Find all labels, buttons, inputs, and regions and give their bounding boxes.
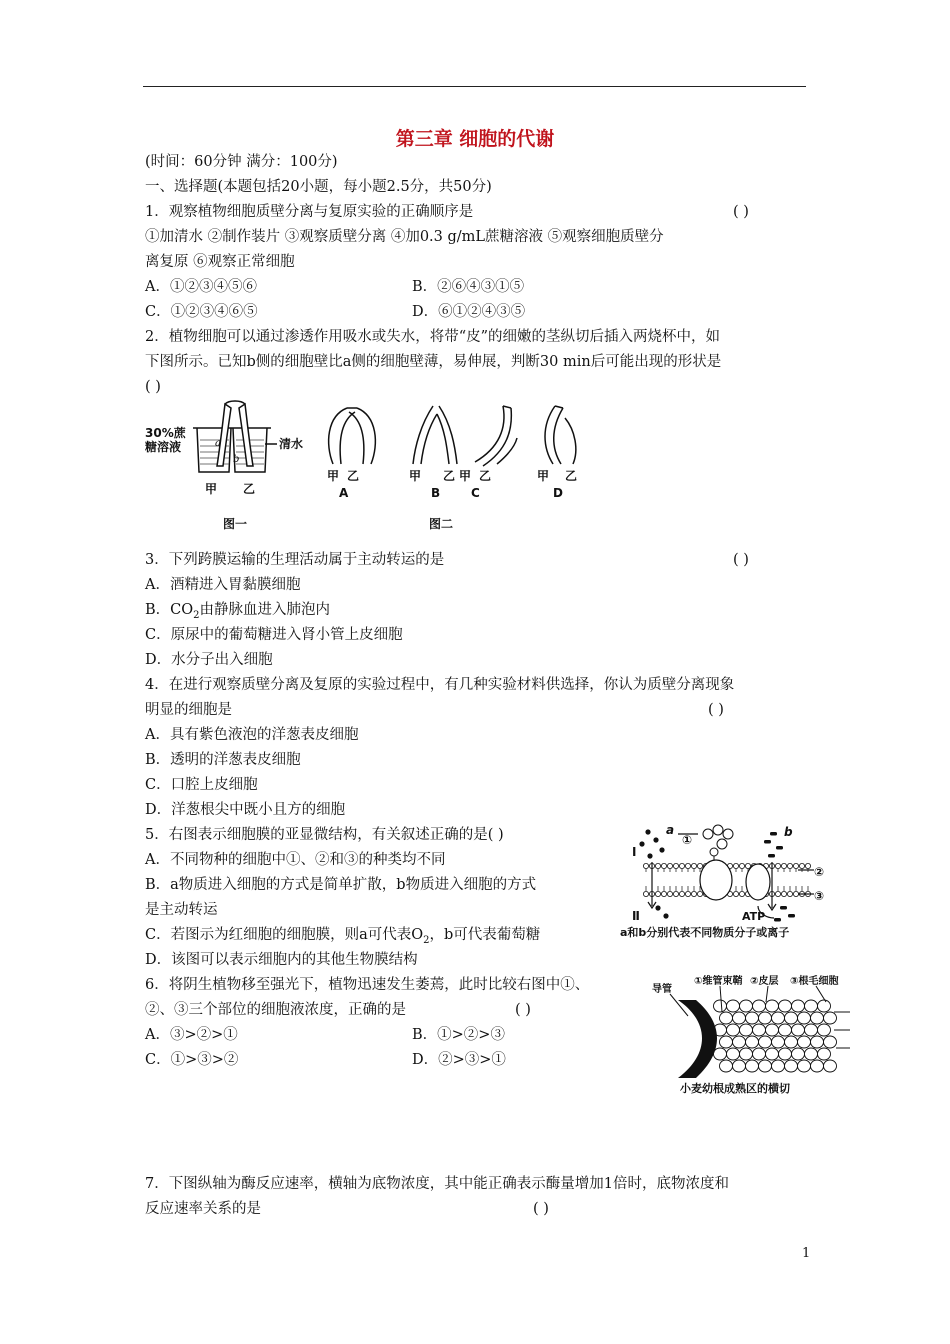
- q2-line3: ( ): [145, 379, 161, 395]
- q5-label-1: ①: [682, 833, 693, 847]
- q3-option-a: A．酒精进入胃黏膜细胞: [145, 577, 301, 593]
- fig2-d-yi: 乙: [565, 469, 578, 483]
- fig2-label-a: A: [339, 486, 349, 500]
- q5-caption: a和b分别代表不同物质分子或离子: [620, 926, 790, 939]
- fig1-caption: 图一: [223, 517, 248, 531]
- q6-label-3: ③根毛细胞: [790, 976, 839, 987]
- q7-line1: 7．下图纵轴为酶反应速率，横轴为底物浓度，其中能正确表示酶量增加1倍时，底物浓度和: [145, 1176, 729, 1192]
- q6-option-a: A．③>②>①: [145, 1027, 238, 1043]
- fig2-label-d: D: [553, 486, 563, 500]
- q6-label-vessel: 导管: [652, 984, 672, 995]
- q6-option-c: C．①>③>②: [145, 1052, 239, 1068]
- q2-figure: [143, 400, 603, 536]
- q6-cells: [714, 1000, 837, 1072]
- q1-steps-line2: 离复原 ⑥观察正常细胞: [145, 254, 295, 270]
- q4-option-b: B．透明的洋葱表皮细胞: [145, 752, 301, 768]
- q4-option-c: C．口腔上皮细胞: [145, 777, 258, 793]
- q5-side-2: Ⅱ: [632, 909, 640, 923]
- fig1-solution-label-2: 糖溶液: [145, 440, 182, 454]
- page-title: 第三章 细胞的代谢: [395, 128, 555, 150]
- q6-caption: 小麦幼根成熟区的横切: [680, 1082, 790, 1095]
- fig2-caption: 图二: [429, 517, 454, 531]
- q5-label-atp: ATP: [742, 910, 766, 923]
- q3-option-b: B．$CO_2$由静脉血进入肺泡内: [145, 602, 331, 621]
- section-heading: 一、选择题(本题包括20小题，每小题2.5分，共50分): [145, 179, 492, 195]
- q5-label-a: a: [666, 823, 675, 837]
- q6-option-d: D．②>③>①: [412, 1052, 506, 1068]
- q5-side-1: Ⅰ: [632, 845, 637, 859]
- fig2-c-yi: 乙: [479, 469, 492, 483]
- fig2-a-jia: 甲: [327, 469, 340, 483]
- fig2-a-yi: 乙: [347, 469, 360, 483]
- fig1-yi: 乙: [243, 482, 256, 496]
- fig2-c-jia: 甲: [459, 469, 472, 483]
- q5-label-3: ③: [814, 889, 825, 903]
- q6-line2: ②、③三个部位的细胞液浓度，正确的是: [145, 1002, 406, 1018]
- q3-option-d: D．水分子出入细胞: [145, 652, 273, 668]
- q1-option-b: B．②⑥④③①⑤: [412, 279, 525, 295]
- q1-answer-bracket: ( ): [733, 204, 749, 220]
- q2-line1: 2．植物细胞可以通过渗透作用吸水或失水，将带“皮”的细嫩的茎纵切后插入两烧杯中，如: [145, 329, 721, 345]
- q5-option-b-line1: B．a物质进入细胞的方式是简单扩散，b物质进入细胞的方式: [145, 877, 537, 893]
- fig2-d-jia: 甲: [537, 469, 550, 483]
- q6-line1: 6．将阴生植物移至强光下，植物迅速发生萎蔫，此时比较右图中①、: [145, 977, 590, 993]
- q5-membrane-figure: [618, 822, 840, 942]
- q1-option-d: D．⑥①②④③⑤: [412, 304, 526, 320]
- q5-option-b-line2: 是主动转运: [145, 902, 218, 918]
- q1-steps-line1: ①加清水 ②制作装片 ③观察质壁分离 ④加0.3 g/mL蔗糖溶液 ⑤观察细胞质壁分: [145, 229, 664, 245]
- fig1-label-a: a: [215, 438, 221, 449]
- q4-option-a: A．具有紫色液泡的洋葱表皮细胞: [145, 727, 359, 743]
- q5-label-b: b: [784, 825, 793, 839]
- q5-glycocalyx: [703, 825, 733, 856]
- fig2-label-c: C: [471, 486, 480, 500]
- q5-option-d: D．该图可以表示细胞内的其他生物膜结构: [145, 952, 418, 968]
- fig2-label-b: B: [431, 486, 441, 500]
- page-number: 1: [802, 1246, 811, 1261]
- q1-option-a: A．①②③④⑤⑥: [145, 279, 257, 295]
- q4-answer-bracket: ( ): [708, 702, 724, 718]
- q6-answer-bracket: ( ): [515, 1002, 531, 1018]
- q2-line2: 下图所示。已知b侧的细胞壁比a侧的细胞壁薄，易伸展，判断30 min后可能出现的形状是: [145, 354, 722, 370]
- q5-option-a: A．不同物种的细胞中①、②和③的种类均不同: [145, 852, 446, 868]
- fig1-label-b: b: [233, 454, 240, 465]
- q6-label-1: ①维管束鞘: [694, 976, 743, 987]
- header-rule: [143, 86, 806, 87]
- q3-stem: 3．下列跨膜运输的生理活动属于主动转运的是: [145, 552, 445, 568]
- q6-label-2: ②皮层: [750, 976, 779, 987]
- q7-answer-bracket: ( ): [533, 1201, 549, 1217]
- q5-option-c: C．若图示为红细胞的细胞膜，则a可代表$O_2$，b可代表葡萄糖: [145, 927, 541, 946]
- q7-line2: 反应速率关系的是: [145, 1201, 261, 1217]
- q5-label-2: ②: [814, 865, 825, 879]
- fig2-shapes: [329, 406, 576, 466]
- fig1-beakers: [193, 428, 277, 472]
- fig1-liquid: [200, 440, 264, 464]
- q6-root-figure: [650, 972, 850, 1098]
- q3-option-c: C．原尿中的葡萄糖进入肾小管上皮细胞: [145, 627, 403, 643]
- fig1-jia: 甲: [205, 482, 218, 496]
- fig2-b-jia: 甲: [409, 469, 422, 483]
- q4-line1: 4．在进行观察质壁分离及复原的实验过程中，有几种实验材料供选择，你认为质壁分离现象: [145, 677, 735, 693]
- fig2-b-yi: 乙: [443, 469, 456, 483]
- q1-stem: 1．观察植物细胞质壁分离与复原实验的正确顺序是: [145, 204, 474, 220]
- fig1-water-label: 清水: [279, 437, 304, 451]
- q1-option-c: C．①②③④⑥⑤: [145, 304, 258, 320]
- q4-line2: 明显的细胞是: [145, 702, 232, 718]
- q5-stem: 5．右图表示细胞膜的亚显微结构，有关叙述正确的是( ): [145, 827, 504, 843]
- q3-answer-bracket: ( ): [733, 552, 749, 568]
- fig1-solution-label-1: 30%蔗: [145, 426, 186, 440]
- q6-option-b: B．①>②>③: [412, 1027, 505, 1043]
- time-line: (时间：60分钟 满分：100分): [145, 154, 338, 170]
- q4-option-d: D．洋葱根尖中既小且方的细胞: [145, 802, 346, 818]
